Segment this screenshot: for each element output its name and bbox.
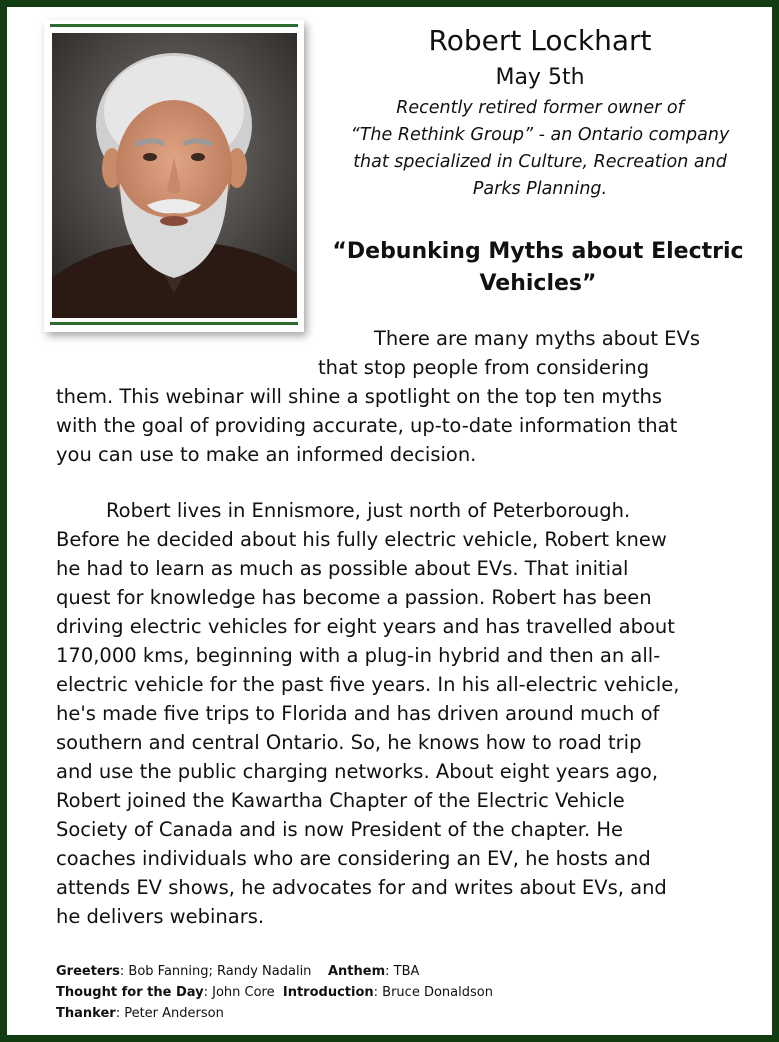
paragraph-line: he had to learn as much as possible about EVs. That initial — [56, 557, 629, 580]
paragraph-line: Before he decided about his fully electric vehicle, Robert knew — [56, 528, 667, 551]
speaker-name: Robert Lockhart — [428, 24, 652, 57]
thought-label: Thought for the Day — [56, 985, 204, 1000]
paragraph-intro — [56, 324, 756, 469]
paragraph-line: southern and central Ontario. So, he knows how to road trip — [56, 731, 642, 754]
paragraph-line: Society of Canada and is now President of the chapter. He — [56, 818, 624, 841]
speaker-photo-frame — [44, 20, 304, 332]
paragraph-line: Robert joined the Kawartha Chapter of the Electric Vehicle — [56, 789, 625, 812]
photo-top-rule — [50, 24, 298, 27]
introduction-label: Introduction — [282, 985, 374, 1000]
paragraph-line: he's made five trips to Florida and has driven around much of — [56, 702, 660, 725]
speaker-bio — [330, 95, 750, 203]
paragraph-line: coaches individuals who are considering an EV, he hosts and — [56, 847, 651, 870]
bio-line: “The Rethink Group” - an Ontario company — [350, 125, 730, 145]
event-date: May 5th — [495, 65, 585, 90]
bio-line: Recently retired former owner of — [396, 98, 684, 118]
bio-line: that specialized in Culture, Recreation and — [353, 152, 727, 172]
paragraph-line: with the goal of providing accurate, up-to-date information that — [56, 414, 678, 437]
thought-value: John Core — [212, 985, 275, 1000]
roles-row: Greeters: Bob Fanning; Randy Nadalin Anthem: TBA — [56, 964, 420, 979]
title-line: Vehicles” — [479, 271, 597, 296]
bio-line: Parks Planning. — [472, 179, 608, 199]
thanker-label: Thanker — [56, 1006, 116, 1021]
paragraph-line: There are many myths about EVs — [374, 327, 701, 350]
roles-row: Thanker: Peter Anderson — [56, 1006, 224, 1021]
paragraph-line: quest for knowledge has become a passion. Robert has been — [56, 586, 652, 609]
greeters-label: Greeters — [56, 964, 120, 979]
speaker-photo — [52, 33, 297, 318]
talk-title — [318, 236, 758, 300]
roles-row: Thought for the Day: John Core Introduction: Bruce Donaldson — [56, 985, 493, 1000]
introduction-value: Bruce Donaldson — [382, 985, 493, 1000]
meeting-roles — [56, 961, 756, 1024]
paragraph-bio — [56, 496, 756, 931]
paragraph-line: attends EV shows, he advocates for and writes about EVs, and — [56, 876, 667, 899]
paragraph-line: and use the public charging networks. About eight years ago, — [56, 760, 659, 783]
paragraph-line: them. This webinar will shine a spotlight on the top ten myths — [56, 385, 663, 408]
paragraph-line: electric vehicle for the past five years. In his all-electric vehicle, — [56, 673, 680, 696]
thanker-value: Peter Anderson — [124, 1006, 224, 1021]
paragraph-line: he delivers webinars. — [56, 905, 265, 928]
anthem-label: Anthem — [327, 964, 386, 979]
anthem-value: TBA — [393, 964, 420, 979]
title-line: “Debunking Myths about Electric — [332, 239, 744, 264]
paragraph-line: Robert lives in Ennismore, just north of Peterborough. — [106, 499, 631, 522]
greeters-value: Bob Fanning; Randy Nadalin — [128, 964, 312, 979]
paragraph-line: driving electric vehicles for eight years and has travelled about — [56, 615, 675, 638]
paragraph-line: that stop people from considering — [318, 356, 650, 379]
paragraph-line: 170,000 kms, beginning with a plug-in hybrid and then an all- — [56, 644, 661, 667]
paragraph-line: you can use to make an informed decision. — [56, 443, 477, 466]
